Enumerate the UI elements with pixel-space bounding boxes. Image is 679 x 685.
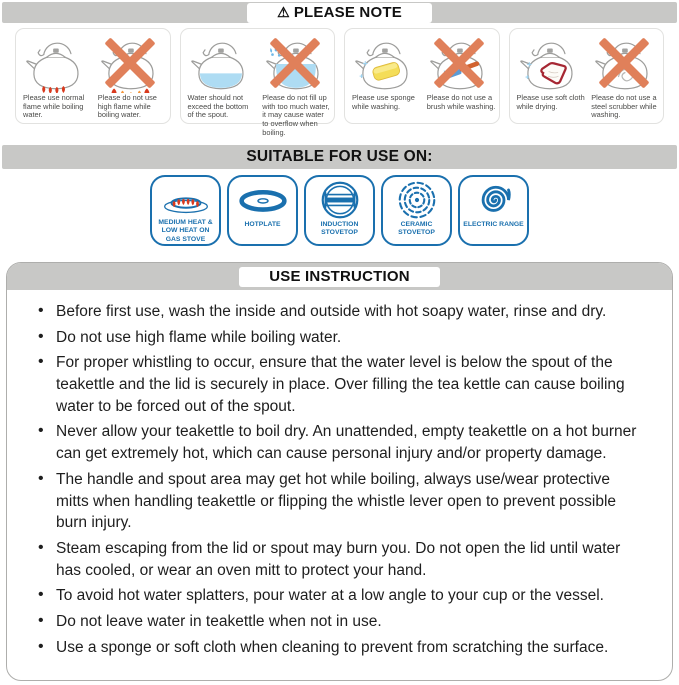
kettle-cloth-icon — [518, 33, 580, 93]
gas-stove-icon — [157, 180, 215, 218]
caption: Please do not use high flame while boiling water. — [97, 93, 157, 120]
kettle-scrubber-icon — [593, 33, 655, 93]
panel-washing — [344, 28, 500, 124]
hotplate-icon — [234, 180, 292, 220]
caption: Water should not exceed the bottom of the spout. — [187, 93, 249, 120]
panel-flame — [15, 28, 171, 124]
induction-icon — [311, 180, 369, 220]
figure-steel-scrubber — [586, 33, 661, 119]
use-instruction-title — [239, 267, 440, 287]
kettle-sponge-icon — [353, 33, 415, 93]
tile-label: INDUCTION STOVETOP — [320, 221, 359, 237]
instruction-list — [7, 290, 672, 658]
tile-hotplate — [227, 175, 298, 246]
figure-soft-cloth — [512, 33, 587, 119]
use-instruction-header-bar — [7, 263, 672, 290]
kettle-overfill-icon — [264, 33, 326, 93]
caption: Please do not fill up with too much water, it may cause water to overflow when boiling. — [262, 93, 330, 137]
instruction-item: • Never allow your teakettle to boil dry. An unattended, empty teakettle on a hot burner can get extremely hot, which can cause personal injury and/or property damage. — [37, 421, 646, 464]
caption: Please do not use a brush while washing. — [426, 93, 496, 111]
caption: Please do not use a steel scrubber while washing. — [591, 93, 657, 120]
kettle-water-level-icon — [189, 33, 251, 93]
tile-label: HOTPLATE — [244, 221, 281, 228]
instruction-item: • For proper whistling to occur, ensure that the water level is below the spout of the teakettle and the lid is securely in place. Over filling the tea kettle can cause boiling water to be forced out of the spout. — [37, 352, 646, 417]
kettle-normal-flame-icon — [24, 33, 86, 93]
panel-water-level — [180, 28, 336, 137]
figure-high-flame — [93, 33, 168, 119]
use-instruction-box — [6, 262, 673, 681]
instruction-item: • Before first use, wash the inside and outside with hot soapy water, rinse and dry. — [37, 301, 646, 323]
kettle-brush-icon — [428, 33, 490, 93]
instruction-item: • The handle and spout area may get hot while boiling, always use/wear protective mitts when handling teakettle or flipping the whistle lever open to prevent possible burn injury. — [37, 469, 646, 534]
please-note-panels — [15, 28, 664, 137]
please-note-header-bar — [2, 2, 677, 23]
instruction-item: • Steam escaping from the lid or spout may burn you. Do not open the lid until water has cooled, or wear an oven mitt to protect your hand. — [37, 538, 646, 581]
tile-electric-range — [458, 175, 529, 246]
kettle-high-flame-icon — [99, 33, 161, 93]
tile-ceramic — [381, 175, 452, 246]
warning-triangle-icon: ⚠ — [277, 4, 290, 20]
tile-label: ELECTRIC RANGE — [463, 221, 524, 228]
suitable-title: SUITABLE FOR USE ON: — [246, 148, 433, 165]
tile-label: CERAMIC STOVETOP — [398, 221, 435, 237]
electric-range-icon — [465, 180, 523, 220]
tile-induction — [304, 175, 375, 246]
figure-normal-flame — [18, 33, 93, 119]
figure-brush — [422, 33, 497, 119]
please-note-title-text: PLEASE NOTE — [293, 4, 402, 21]
instruction-item: • Use a sponge or soft cloth when cleaning to prevent from scratching the surface. — [37, 637, 646, 659]
tile-gas-stove — [150, 175, 221, 246]
caption: Please use soft cloth while drying. — [516, 93, 585, 111]
use-instruction-title-text: USE INSTRUCTION — [269, 268, 410, 285]
tile-label: MEDIUM HEAT & LOW HEAT ON GAS STOVE — [158, 218, 213, 243]
caption: Please use normal flame while boiling water. — [23, 93, 85, 120]
suitable-header-bar — [2, 145, 677, 169]
instruction-item: • Do not use high flame while boiling water. — [37, 327, 646, 349]
suitable-tiles — [0, 175, 679, 246]
figure-overfill — [257, 33, 332, 137]
caption: Please use sponge while washing. — [352, 93, 415, 111]
panel-drying — [509, 28, 665, 124]
instruction-item: • Do not leave water in teakettle when not in use. — [37, 611, 646, 633]
figure-sponge — [347, 33, 422, 119]
instruction-item: • To avoid hot water splatters, pour water at a low angle to your cup or the vessel. — [37, 585, 646, 607]
figure-water-level — [183, 33, 258, 119]
please-note-title — [247, 3, 432, 23]
ceramic-icon — [388, 180, 446, 220]
